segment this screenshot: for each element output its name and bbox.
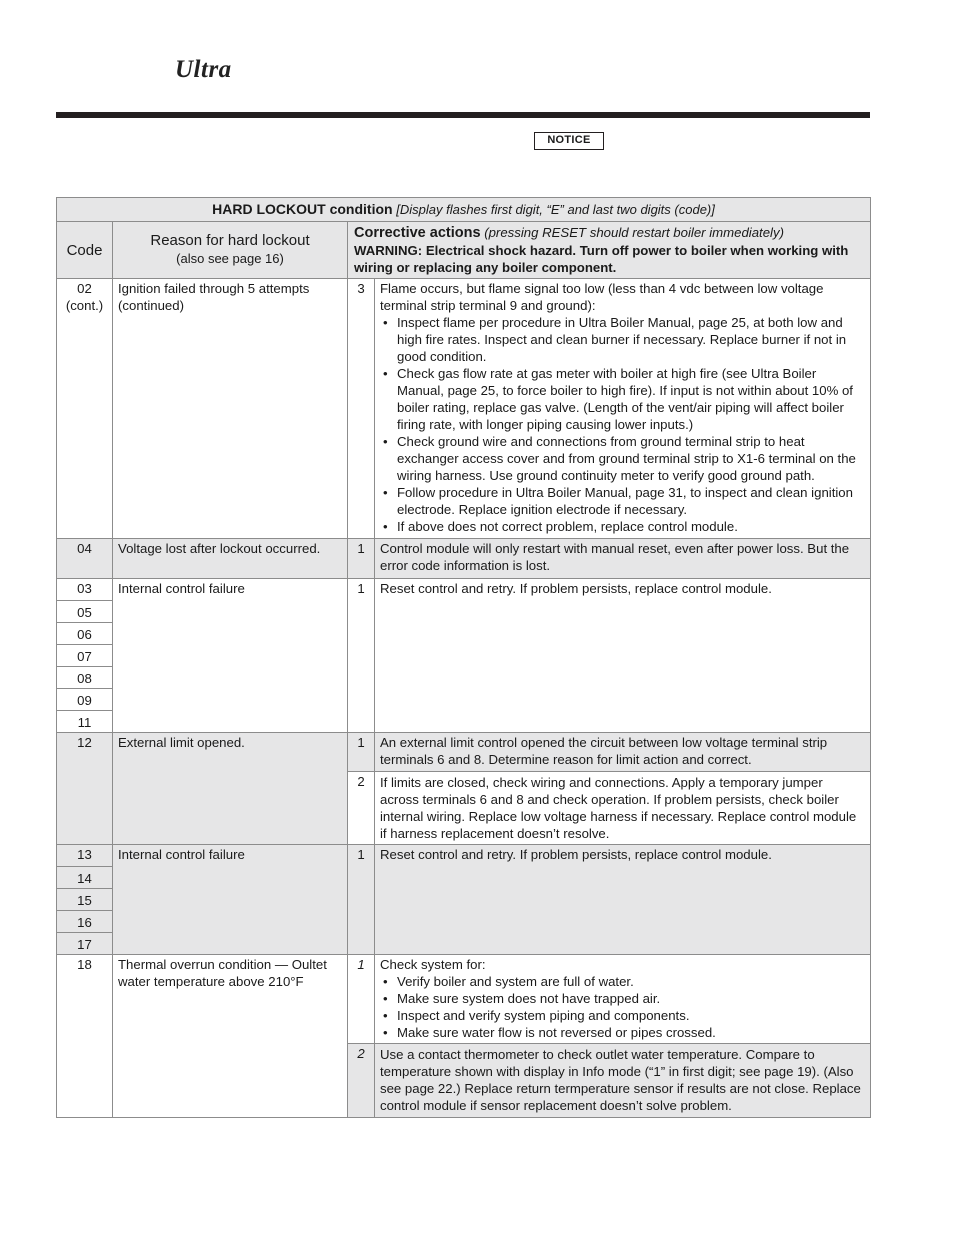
step-number: 3 [348, 279, 375, 539]
action-lead: Check system for: [380, 957, 486, 972]
list-item: • If above does not correct problem, replace control module. [380, 518, 865, 535]
action-bullets [380, 314, 865, 535]
code-cell: 15 [57, 889, 113, 911]
list-item: • Check ground wire and connections from ground terminal strip to heat exchanger access cover and from ground terminal strip to X1-6 terminal on the wiring harness. Use ground continuity meter to verify good ground path. [380, 433, 865, 484]
action-cell: Reset control and retry. If problem persists, replace control module. [375, 845, 871, 955]
title-sub: [Display flashes first digit, “E” and last two digits (code)] [396, 202, 715, 217]
list-item: • Make sure system does not have trapped air. [380, 990, 865, 1007]
reason-cell: Ignition failed through 5 attempts (continued) [113, 279, 348, 539]
action-bullets [380, 973, 865, 1041]
header-corrective [348, 222, 871, 279]
action-cell: If limits are closed, check wiring and connections. Apply a temporary jumper across terminals 6 and 8 and check operation. If problem persists, check boiler internal wiring. Replace low voltage harness if necessary. Replace control module if harness replacement doesn’t resolve. [375, 772, 871, 845]
list-item: • Inspect and verify system piping and components. [380, 1007, 865, 1024]
reason-cell: Internal control failure [113, 845, 348, 955]
reason-cell: Voltage lost after lockout occurred. [113, 539, 348, 579]
code-cell: 17 [57, 933, 113, 955]
reason-cell: External limit opened. [113, 733, 348, 845]
header-code: Code [57, 222, 113, 279]
reason-cell: Thermal overrun condition — Oultet water temperature above 210°F [113, 955, 348, 1118]
table-row [57, 845, 871, 867]
header-reason [113, 222, 348, 279]
code-cell: 12 [57, 733, 113, 845]
list-item: • Inspect flame per procedure in Ultra Boiler Manual, page 25, at both low and high fire rates. Inspect and clean burner if necessary. Replace burner if not in good condition. [380, 314, 865, 365]
reason-cell: Internal control failure [113, 579, 348, 733]
code-cell: 06 [57, 623, 113, 645]
list-item: • Verify boiler and system are full of water. [380, 973, 865, 990]
code-cell: 04 [57, 539, 113, 579]
code-cell: 14 [57, 867, 113, 889]
table-header-row [57, 222, 871, 279]
step-number: 2 [348, 772, 375, 845]
brand-logo: Ultra [175, 56, 232, 83]
action-cell: Reset control and retry. If problem persists, replace control module. [375, 579, 871, 733]
code-cell: 18 [57, 955, 113, 1118]
step-number: 1 [348, 955, 375, 1044]
code-cell: 03 [57, 579, 113, 601]
action-cell: Control module will only restart with manual reset, even after power loss. But the error code information is lost. [375, 539, 871, 579]
code-cell: 07 [57, 645, 113, 667]
code-cell: 11 [57, 711, 113, 733]
header-reason-sub: (also see page 16) [176, 251, 284, 266]
table-row [57, 733, 871, 772]
warning-text: Electrical shock hazard. Turn off power to boiler when working with wiring or replacing any boiler component. [354, 243, 849, 275]
notice-badge: NOTICE [534, 132, 604, 150]
step-number: 1 [348, 579, 375, 733]
code-cell: 13 [57, 845, 113, 867]
title-main: HARD LOCKOUT condition [212, 201, 393, 217]
action-cell: An external limit control opened the circuit between low voltage terminal strip terminals 6 and 8. Determine reason for limit action and correct. [375, 733, 871, 772]
header-corrective-sub: (pressing RESET should restart boiler immediately) [484, 225, 784, 240]
table-title-row [57, 198, 871, 222]
list-item: • Follow procedure in Ultra Boiler Manual, page 31, to inspect and clean ignition electrode. Replace ignition electrode if necessary. [380, 484, 865, 518]
code-note: (cont.) [65, 298, 104, 313]
table-row [57, 579, 871, 601]
hard-lockout-table [56, 197, 871, 1118]
action-cell: Use a contact thermometer to check outlet water temperature. Compare to temperature shown with display in Info mode (“1” in first digit; see page 19). (Also see page 22.) Replace return termperature sensor if results are not close. Replace control module if sensor replacement doesn’t solve problem. [375, 1044, 871, 1118]
table-row [57, 955, 871, 1044]
step-number: 1 [348, 845, 375, 955]
list-item: • Make sure water flow is not reversed or pipes crossed. [380, 1024, 865, 1041]
code-cell: 16 [57, 911, 113, 933]
code-cell: 05 [57, 601, 113, 623]
header-reason-label: Reason for hard lockout [150, 232, 310, 249]
step-number: 2 [348, 1044, 375, 1118]
step-number: 1 [348, 539, 375, 579]
action-lead: Flame occurs, but flame signal too low (less than 4 vdc between low voltage terminal strip terminal 9 and ground): [380, 281, 824, 313]
table-row [57, 539, 871, 579]
code-cell [57, 279, 113, 539]
warning-label: WARNING: [354, 243, 423, 258]
header-rule [56, 112, 870, 118]
code-cell: 09 [57, 689, 113, 711]
code-cell: 08 [57, 667, 113, 689]
action-cell [375, 955, 871, 1044]
action-cell [375, 279, 871, 539]
table-row [57, 279, 871, 539]
table-title [57, 198, 871, 222]
step-number: 1 [348, 733, 375, 772]
code-value: 02 [77, 281, 92, 296]
list-item: • Check gas flow rate at gas meter with boiler at high fire (see Ultra Boiler Manual, page 25, to force boiler to high fire). If input is not within about 10% of boiler rating, replace gas valve. (Length of the vent/air piping will affect boiler firing rate, with longer piping causing lower inputs.) [380, 365, 865, 433]
header-corrective-label: Corrective actions [354, 225, 481, 241]
